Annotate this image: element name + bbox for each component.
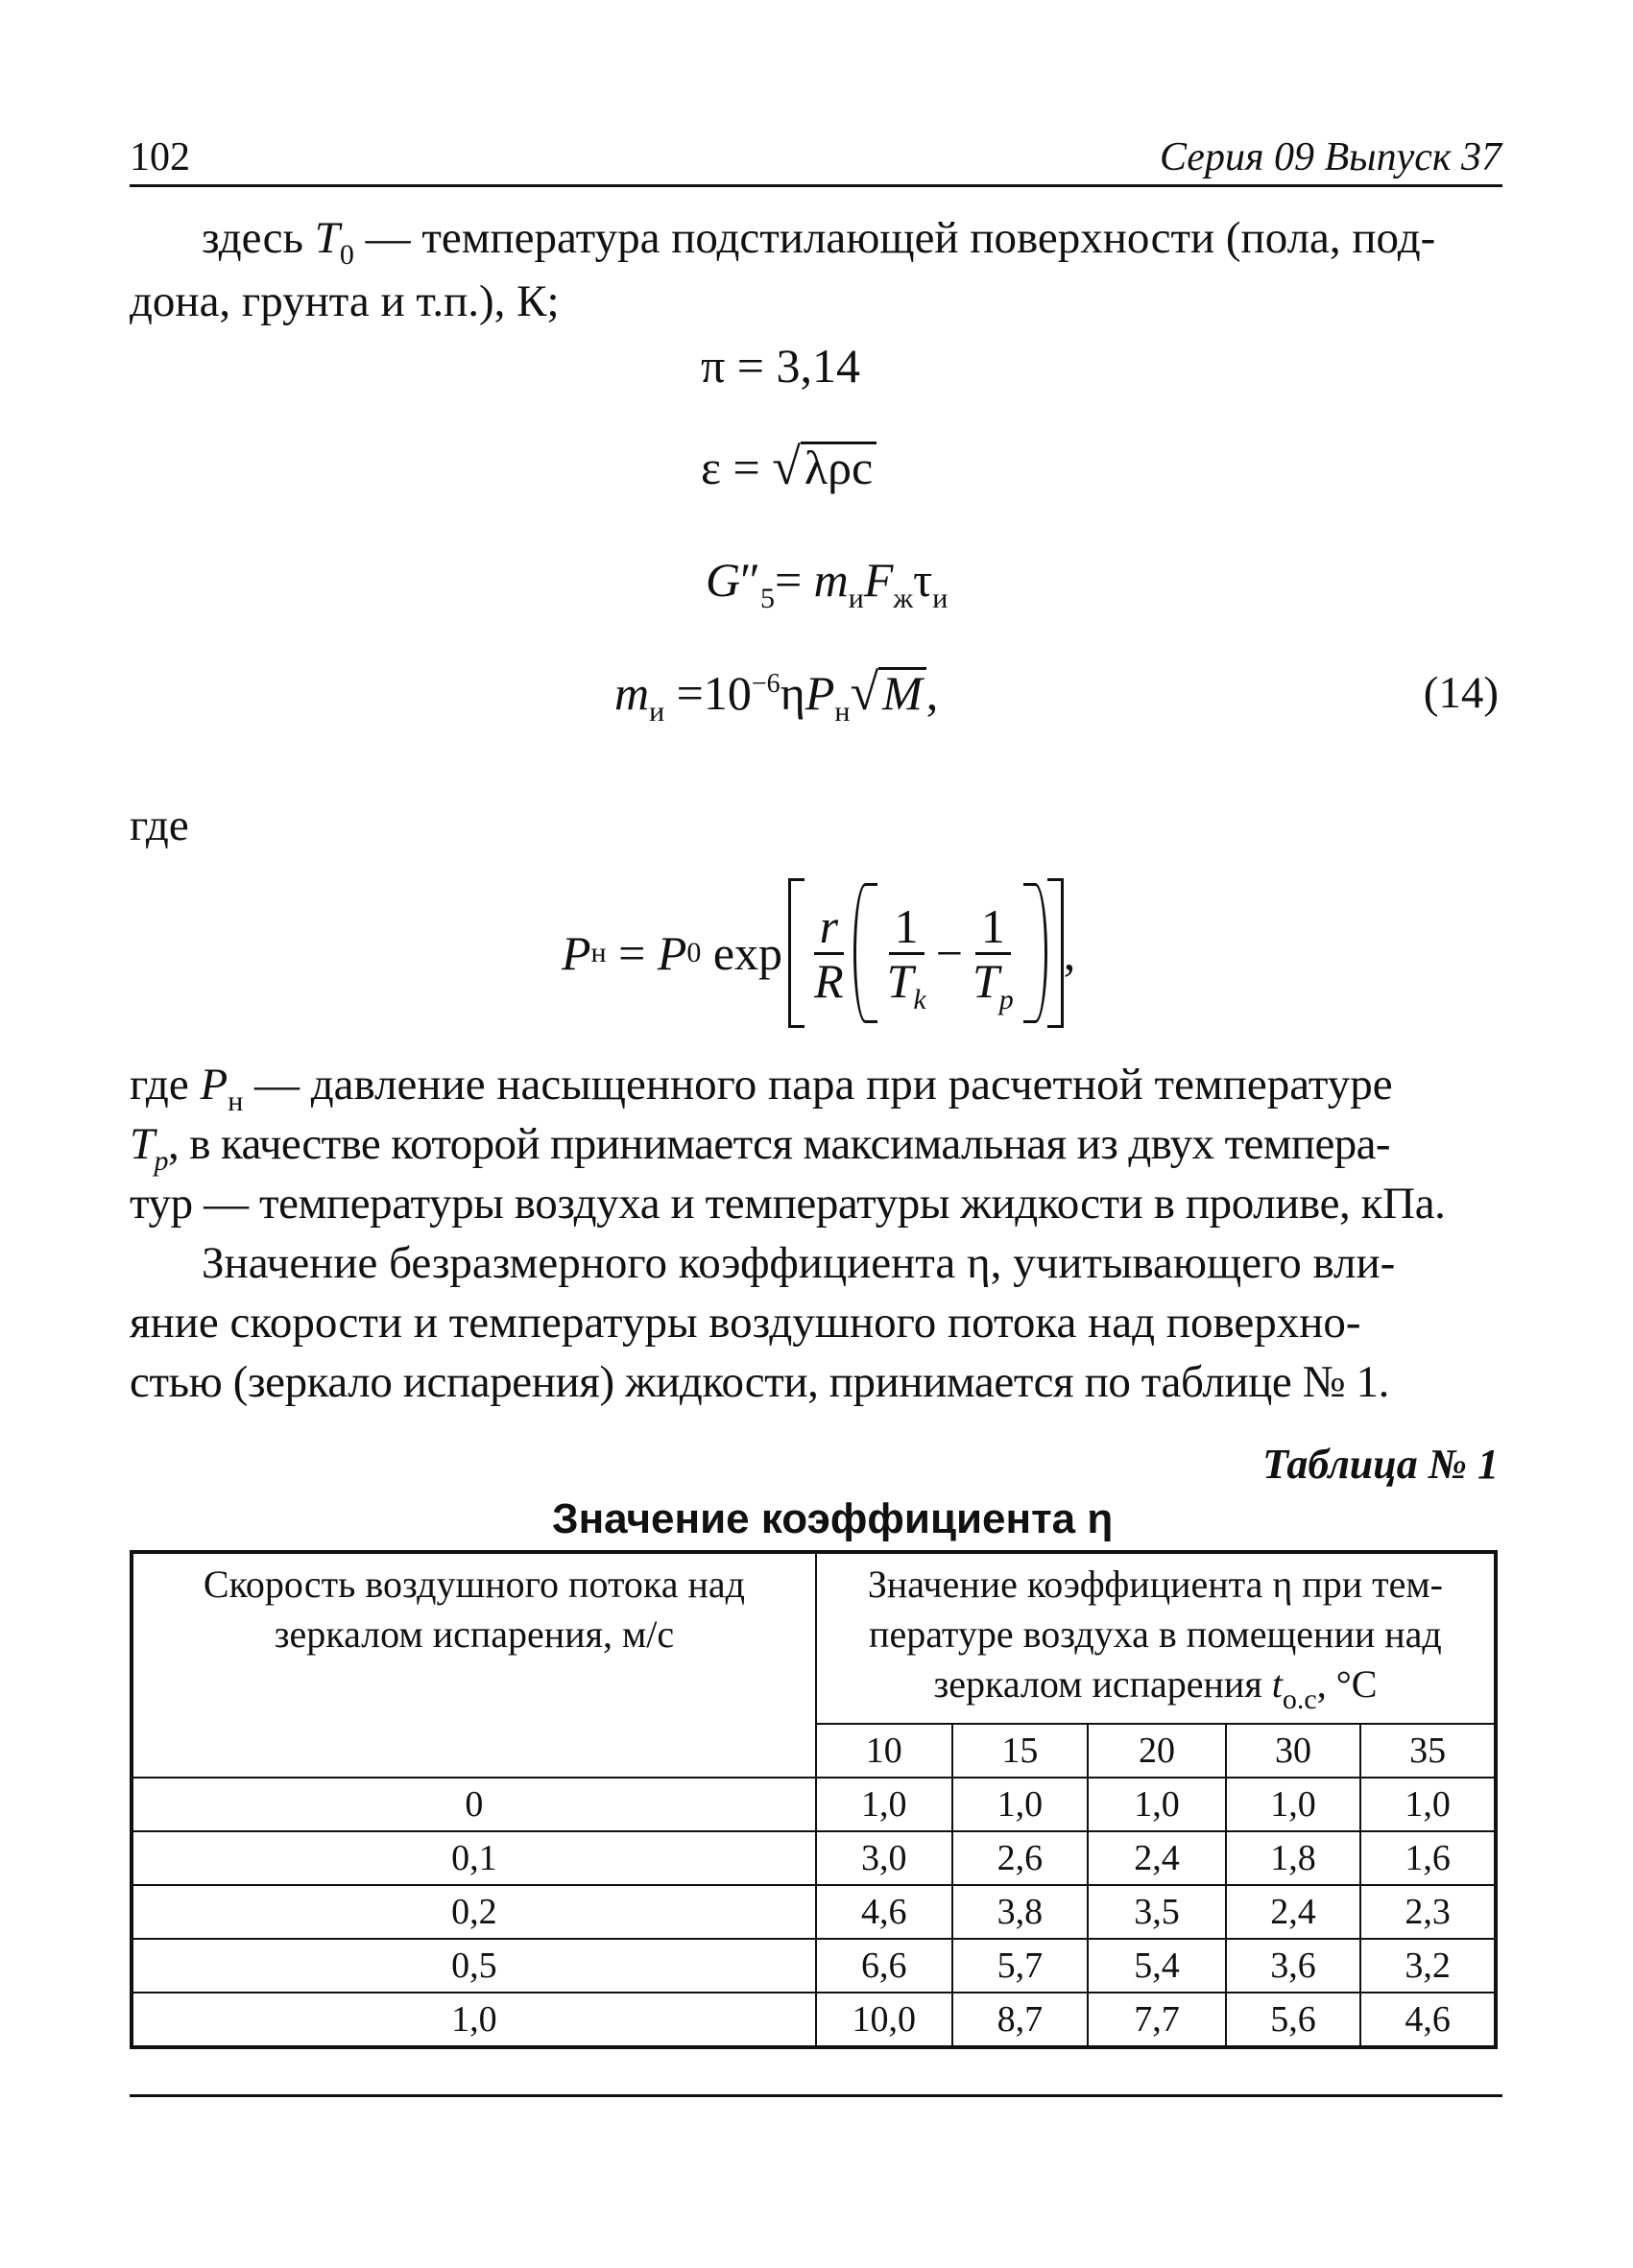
denominator xyxy=(967,953,1020,1015)
para1-line2: дона, грунта и т.п.), К; xyxy=(130,276,560,326)
header-line: пературе воздуха в помещении над xyxy=(869,1612,1442,1656)
value-cell: 1,0 xyxy=(1360,1778,1496,1831)
left-bracket xyxy=(788,878,804,1028)
temp-cell: 35 xyxy=(1360,1724,1496,1778)
fraction-r-R xyxy=(808,900,850,1007)
sub: 5 xyxy=(759,583,775,614)
value-cell: 5,7 xyxy=(952,1939,1089,1993)
temp-cell: 15 xyxy=(952,1724,1089,1778)
var: P xyxy=(562,926,591,980)
value-cell: 3,5 xyxy=(1088,1885,1226,1939)
speed-cell: 0 xyxy=(132,1778,816,1831)
para2-line3: тур — температуры воздуха и температуры жидкости в проливе, кПа. xyxy=(130,1179,1446,1229)
formula-m xyxy=(614,662,939,728)
value-cell: 8,7 xyxy=(952,1993,1089,2047)
para3-line2: яние скорости и температуры воздушного потока над поверхно- xyxy=(130,1298,1361,1348)
var: F xyxy=(863,553,894,607)
var: η xyxy=(780,666,805,720)
var: m xyxy=(614,666,650,720)
table-title: Значение коэффициента η xyxy=(552,1495,1114,1542)
equation-number: (14) xyxy=(1423,668,1499,718)
formula-pressure: P н = P 0 exp $\frac{r}{R}$ $\frac{1}{T_k}$ − $\frac{1}{T_p}$ , xyxy=(562,878,1075,1028)
value-cell: 3,8 xyxy=(952,1885,1089,1939)
prime: ″ xyxy=(740,553,760,607)
para1-line1 xyxy=(202,209,1436,271)
sqrt-arg: M xyxy=(878,667,926,716)
para2-line2 xyxy=(130,1115,1390,1177)
temp-cell: 20 xyxy=(1088,1724,1226,1778)
value-cell: 3,0 xyxy=(816,1831,952,1885)
sub: и xyxy=(649,696,665,728)
var: τ xyxy=(913,553,933,607)
speed-cell: 0,1 xyxy=(132,1831,816,1885)
sqrt-sign: √ xyxy=(850,663,879,721)
sub: 0 xyxy=(339,239,354,271)
value-cell: 4,6 xyxy=(1360,1993,1496,2047)
right-paren xyxy=(1023,883,1047,1023)
table-row xyxy=(132,1993,1496,2047)
var: t xyxy=(1271,1662,1283,1706)
var-T: T xyxy=(314,213,340,263)
temp-cell: 30 xyxy=(1226,1724,1361,1778)
value-cell: 5,6 xyxy=(1226,1993,1361,2047)
para3-line3: стью (зеркало испарения) жидкости, принимается по таблице № 1. xyxy=(130,1357,1389,1407)
value-cell: 7,7 xyxy=(1088,1993,1226,2047)
value-cell: 1,6 xyxy=(1360,1831,1496,1885)
sub: ж xyxy=(893,583,914,614)
sub: и xyxy=(848,583,864,614)
where-label: где xyxy=(130,800,189,850)
text: где xyxy=(130,1060,201,1110)
var: m xyxy=(813,553,849,607)
fraction-1-Tp xyxy=(967,898,1020,1015)
fraction-1-Tk xyxy=(881,898,932,1015)
text: = xyxy=(774,553,814,607)
sqrt-sign: √ xyxy=(772,438,801,495)
var: P xyxy=(804,666,835,720)
numerator: 1 xyxy=(889,900,925,955)
value-cell: 1,0 xyxy=(952,1778,1089,1831)
header-rule xyxy=(130,184,1502,187)
speed-cell: 1,0 xyxy=(132,1993,816,2047)
sub: о.с xyxy=(1282,1683,1317,1715)
formula-pi: π = 3,14 xyxy=(701,339,860,393)
numerator: 1 xyxy=(975,900,1011,955)
text: , xyxy=(925,666,939,720)
var: T xyxy=(972,953,999,1008)
sub: p xyxy=(998,983,1014,1015)
footer-rule xyxy=(130,2094,1502,2097)
formula-epsilon xyxy=(701,437,877,496)
col1-header xyxy=(132,1552,816,1778)
text: — давление насыщенного пара при расчетной температуре xyxy=(243,1060,1393,1110)
value-cell: 1,0 xyxy=(1226,1778,1361,1831)
sub: и xyxy=(932,583,949,614)
text: — температура подстилающей поверхности (пола, под- xyxy=(353,213,1436,263)
col2-header xyxy=(816,1552,1496,1724)
formula-g xyxy=(706,552,949,614)
value-cell: 1,8 xyxy=(1226,1831,1361,1885)
speed-cell: 0,2 xyxy=(132,1885,816,1939)
sub: н xyxy=(228,1086,244,1117)
sub: k xyxy=(913,983,926,1015)
value-cell: 1,0 xyxy=(816,1778,952,1831)
text: exp xyxy=(701,926,783,980)
var: P xyxy=(200,1060,228,1110)
sub: н xyxy=(834,696,851,728)
value-cell: 6,6 xyxy=(816,1939,952,1993)
para3-line1: Значение безразмерного коэффициента η, учитывающего вли- xyxy=(202,1238,1396,1288)
minus: − xyxy=(935,926,963,980)
var: T xyxy=(130,1119,155,1169)
series-label: Серия 09 Выпуск 37 xyxy=(1160,135,1501,179)
header-line: Значение коэффициента η при тем- xyxy=(867,1563,1443,1606)
value-cell: 10,0 xyxy=(816,1993,952,2047)
value-cell: 3,6 xyxy=(1226,1939,1361,1993)
text: =10 xyxy=(664,666,752,720)
right-bracket xyxy=(1047,878,1064,1028)
sqrt-arg: λρc xyxy=(801,442,877,490)
table-row xyxy=(132,1939,1496,1993)
sup: −6 xyxy=(751,669,780,699)
header-line xyxy=(817,1659,1494,1715)
var: T xyxy=(886,953,914,1008)
sub: p xyxy=(154,1145,168,1177)
value-cell: 1,0 xyxy=(1088,1778,1226,1831)
var: G xyxy=(706,553,741,607)
denominator: R xyxy=(814,953,844,1008)
value-cell: 2,3 xyxy=(1360,1885,1496,1939)
header-line: зеркалом испарения, м/с xyxy=(274,1612,675,1656)
header-line: Скорость воздушного потока над xyxy=(203,1563,745,1606)
value-cell: 2,4 xyxy=(1088,1831,1226,1885)
value-cell: 2,4 xyxy=(1226,1885,1361,1939)
table-row xyxy=(132,1831,1496,1885)
denominator xyxy=(881,953,932,1015)
coefficient-table xyxy=(130,1550,1498,2049)
value-cell: 4,6 xyxy=(816,1885,952,1939)
value-cell: 2,6 xyxy=(952,1831,1089,1885)
text: , в качестве которой принимается максимальная из двух темпера- xyxy=(167,1119,1390,1169)
text: здесь xyxy=(202,213,315,263)
left-paren xyxy=(853,883,877,1023)
page-number: 102 xyxy=(130,135,190,179)
para2-line1 xyxy=(130,1056,1393,1117)
text: = xyxy=(606,926,658,980)
table-row xyxy=(132,1778,1496,1831)
text: ε = xyxy=(701,441,773,494)
value-cell: 5,4 xyxy=(1088,1939,1226,1993)
temp-cell: 10 xyxy=(816,1724,952,1778)
text: , xyxy=(1063,926,1076,980)
value-cell: 3,2 xyxy=(1360,1939,1496,1993)
var: P xyxy=(657,926,687,980)
numerator: r xyxy=(814,900,844,955)
text: , °С xyxy=(1316,1662,1378,1706)
table-row xyxy=(132,1885,1496,1939)
text: зеркалом испарения xyxy=(933,1662,1272,1706)
speed-cell: 0,5 xyxy=(132,1939,816,1993)
table-caption: Таблица № 1 xyxy=(1262,1441,1499,1488)
